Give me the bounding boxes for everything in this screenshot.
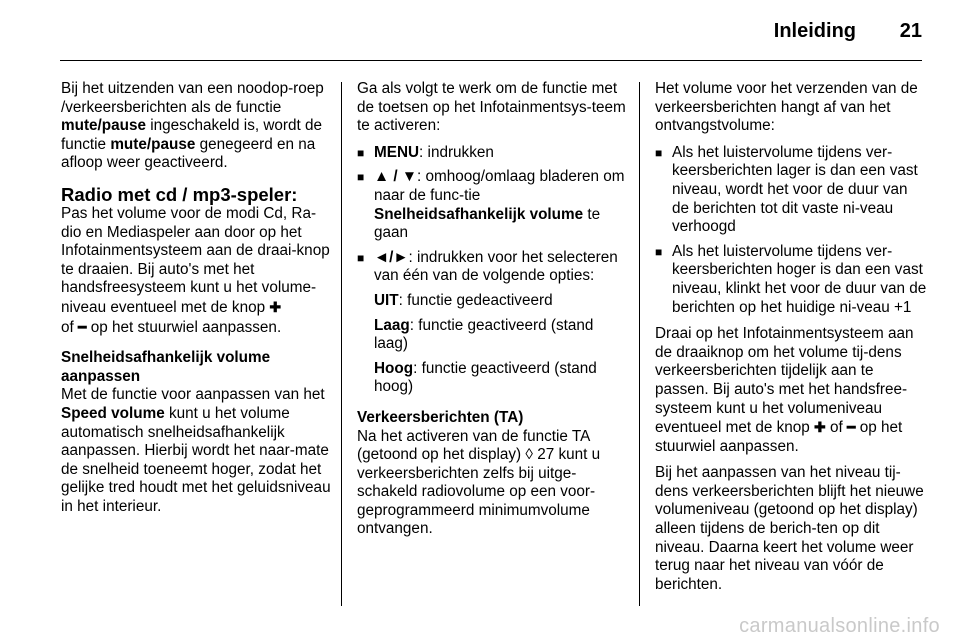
- column-3: [655, 80, 927, 606]
- heading-speed-volume: Snelheidsafhankelijk volume aanpassen: [61, 349, 271, 385]
- column-divider-1: [341, 82, 342, 606]
- arrow-up-down-icon: ▲ / ▼: [374, 168, 418, 186]
- option-hoog: Hoog: functie geactiveerd (stand hoog): [374, 359, 597, 396]
- bullet-icon: ■: [357, 170, 365, 185]
- bullet-icon: ■: [357, 250, 365, 265]
- option-laag: Laag: functie geactiveerd (stand laag): [374, 316, 594, 353]
- heading-radio: Radio met cd / mp3-speler:: [61, 183, 298, 205]
- list-item: ■ MENU: indrukken: [357, 143, 494, 161]
- paragraph-adjust: Draai op het Infotainmentsysteem aan de draaiknop om het volume tij-dens verkeersberichten tijdelijk aan te passen. Bij auto's met het handsfree-systeem kunt u het volumeniveau eventueel met de knop ✚ of ━ op het stuurwiel aanpassen.: [655, 325, 914, 455]
- option-uit: UIT: functie gedeactiveerd: [374, 291, 553, 309]
- reference-icon: ◊: [525, 446, 533, 464]
- page-header: [0, 0, 960, 60]
- paragraph-level: Bij het aanpassen van het niveau tij-dens verkeersberichten blijft het nieuwe volumeniveau (getoond op het display) alleen tijdens de berich-ten op dit niveau. Daarna keert het volume weer terug naar het niveau van vóór de berichten.: [655, 464, 924, 593]
- header-rule: [60, 60, 922, 61]
- page-title: Inleiding: [773, 20, 856, 42]
- bullet-icon: ■: [655, 145, 663, 160]
- column-divider-2: [639, 82, 640, 606]
- paragraph-radio: Pas het volume voor de modi Cd, Ra-dio en Mediaspeler aan door op het Infotainmentsysteem aan de draai-knop te draaien. Bij auto's met het handsfreesysteem kunt u het volume-niveau eventueel met de knop ✚ of ━ op het stuurwiel aanpassen.: [61, 204, 330, 336]
- bullet-icon: ■: [357, 145, 365, 160]
- bullet-icon: ■: [655, 244, 663, 259]
- watermark: carmanualsonline.info: [739, 615, 940, 637]
- minus-icon: ━: [847, 419, 856, 436]
- paragraph-emergency: Bij het uitzenden van een noodop-roep /verkeersberichten als de functie mute/pause ingeschakeld is, wordt de functie mute/pause genegeerd en na afloop weer geactiveerd.: [61, 80, 324, 172]
- plus-icon: ✚: [814, 419, 826, 436]
- list-item: ■ Als het luistervolume tijdens ver-keersberichten lager is dan een vast niveau, wordt het voor de duur van de berichten tot dit vaste ni-veau verhoogd: [655, 143, 918, 236]
- paragraph-traffic: Na het activeren van de functie TA (getoond op het display) ◊ 27 kunt u verkeersberichten zelfs bij uitge-schakeld radiovolume op een voor-geprogrammeerd minimumvolume ontvangen.: [357, 427, 601, 538]
- column-2: [357, 80, 629, 551]
- plus-icon: ✚: [269, 298, 282, 315]
- list-item: ■ Als het luistervolume tijdens ver-keersberichten hoger is dan een vast niveau, klinkt het voor de duur van de berichten op het huidige ni-veau +1: [655, 242, 927, 316]
- heading-traffic: Verkeersberichten (TA): [357, 408, 524, 426]
- paragraph-speed-volume: Met de functie voor aanpassen van het Speed volume kunt u het volume automatisch snelheidsafhankelijk aanpassen. Hierbij wordt het naar-mate de snelheid toeneemt hoger, zodat het gelijke tred houdt met het geluidsniveau in het interieur.: [61, 386, 331, 515]
- column-1: [61, 80, 331, 528]
- arrow-left-right-icon: ◄/►: [374, 248, 409, 266]
- list-item: ■ ◄/►: indrukken voor het selecteren van één van de volgende opties:: [357, 248, 618, 285]
- list-item: ■ ▲ / ▼: omhoog/omlaag bladeren om naar de func-tie Snelheidsafhankelijk volume te gaan: [357, 168, 625, 242]
- minus-icon: ━: [78, 318, 87, 335]
- paragraph-activate: Ga als volgt te werk om de functie met de toetsen op het Infotainmentsys-teem te activeren:: [357, 80, 626, 135]
- paragraph-volume-intro: Het volume voor het verzenden van de verkeersberichten hangt af van het ontvangstvolume:: [655, 80, 918, 135]
- page-number: 21: [899, 20, 922, 42]
